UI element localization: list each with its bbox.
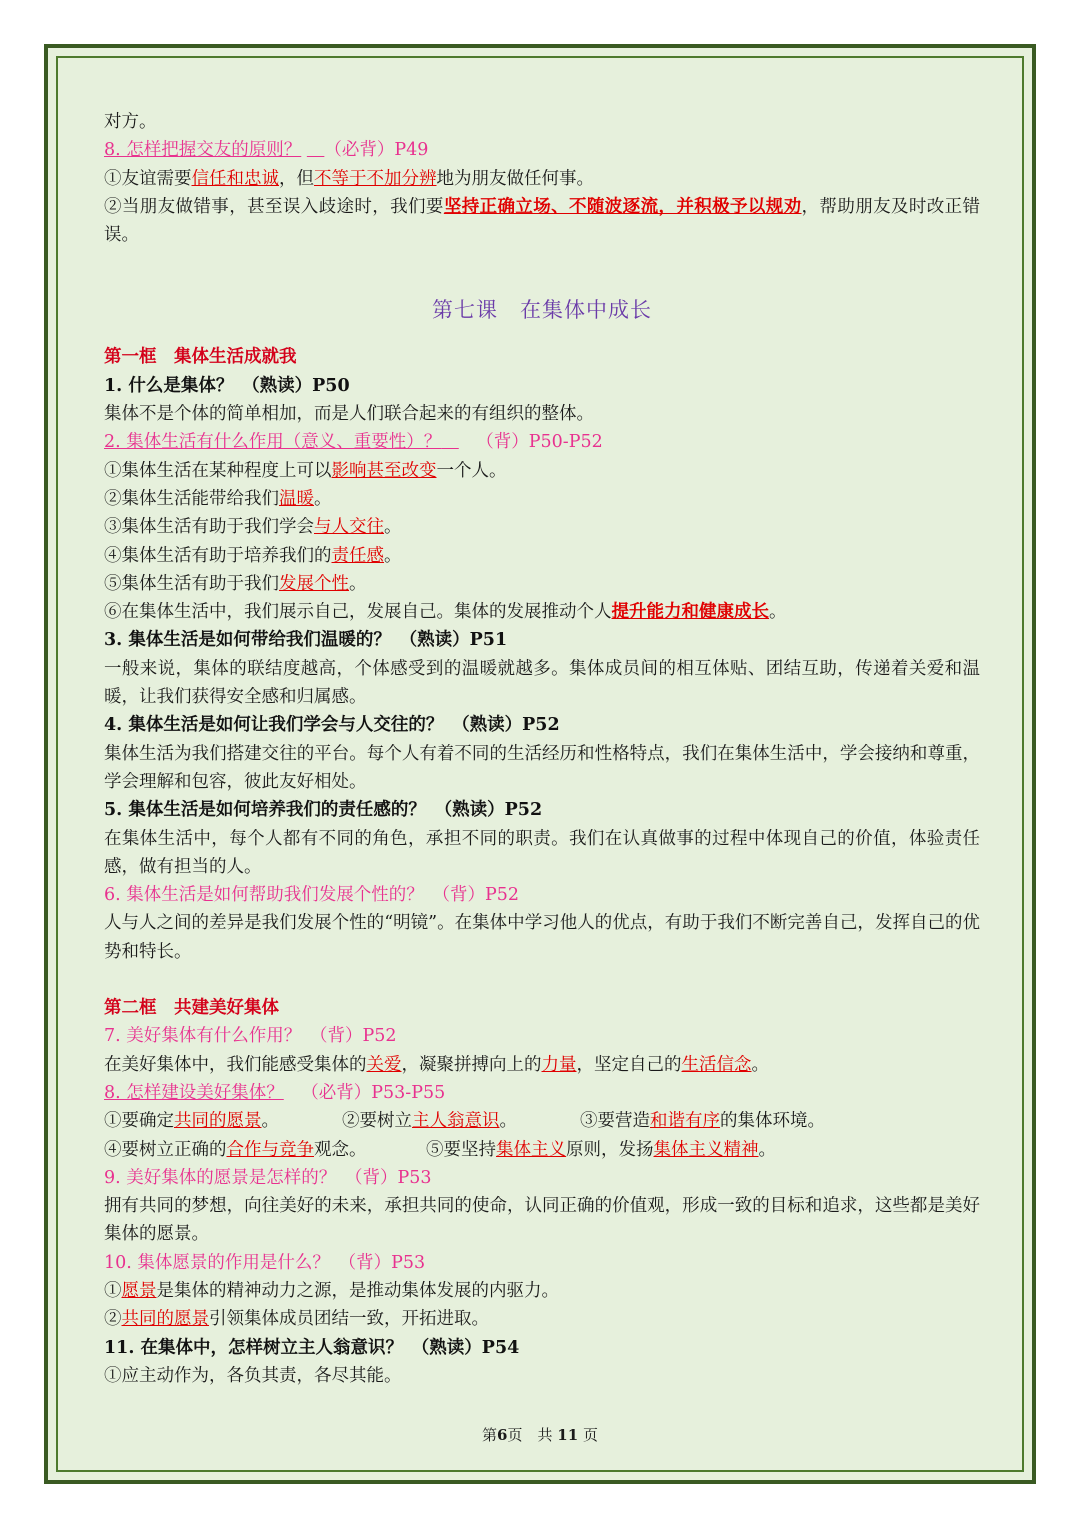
answer-1: 集体不是个体的简单相加，而是人们联合起来的有组织的整体。 xyxy=(104,404,594,425)
answer-text: ，凝聚拼搏向上的 xyxy=(401,1054,542,1075)
question-6: 6. 集体生活是如何帮助我们发展个性的？ （背）P52 xyxy=(104,885,520,906)
answer-8-1 xyxy=(104,165,980,193)
answer-text: ④集体生活有助于培养我们的 xyxy=(104,545,332,566)
keyword: 影响甚至改变 xyxy=(331,460,437,481)
answer-9: 拥有共同的梦想，向往美好的未来，承担共同的使命，认同正确的价值观，形成一致的目标和追求，这些都是美好集体的愿景。 xyxy=(104,1196,980,1245)
answer-text: 。 xyxy=(261,1111,279,1132)
answer-text: 观念。 xyxy=(314,1139,367,1160)
footer-middle: 页 共 xyxy=(507,1426,553,1444)
keyword: 集体主义精神 xyxy=(653,1139,759,1160)
answer-8-row-1 xyxy=(104,1107,980,1135)
answer-text: ②当朋友做错事，甚至误入歧途时，我们要 xyxy=(104,196,444,217)
answer-10-2 xyxy=(104,1305,980,1333)
question-8-friendship xyxy=(104,136,980,164)
answer-text: 一个人。 xyxy=(436,460,507,481)
keyword: 与人交往 xyxy=(314,517,384,538)
question-7: 7. 美好集体有什么作用？ （背）P52 xyxy=(104,1026,397,1047)
answer-2-2 xyxy=(104,485,980,513)
answer-6: 人与人之间的差异是我们发展个性的“明镜”。在集体中学习他人的优点，有助于我们不断完善自己，发挥自己的优势和特长。 xyxy=(104,913,980,962)
keyword: 发展个性 xyxy=(279,573,349,594)
answer-text: ②集体生活能带给我们 xyxy=(104,488,279,509)
keyword: 力量 xyxy=(541,1054,577,1075)
answer-text: ①友谊需要 xyxy=(104,168,192,189)
question-text: 2. 集体生活有什么作用（意义、重要性）？ xyxy=(104,432,442,453)
answer-text: ，但 xyxy=(279,168,314,189)
frame-1-title: 第一框 集体生活成就我 xyxy=(104,347,297,368)
answer-text: 。 xyxy=(769,602,787,623)
answer-text: ⑤要坚持 xyxy=(426,1139,496,1160)
answer-text: ② xyxy=(104,1309,122,1330)
question-text: 8. 怎样把握交友的原则？ xyxy=(104,140,302,161)
answer-text: 原则，发扬 xyxy=(566,1139,654,1160)
keyword: 共同的愿景 xyxy=(121,1309,209,1330)
answer-2-1 xyxy=(104,457,980,485)
answer-item xyxy=(104,1107,342,1135)
answer-11-1: ①应主动作为，各负其责，各尽其能。 xyxy=(104,1365,402,1386)
keyword: 提升能力和健康成长 xyxy=(611,602,769,623)
answer-text: ③要营造 xyxy=(580,1111,650,1132)
answer-4: 集体生活为我们搭建交往的平台。每个人有着不同的生活经历和性格特点，我们在集体生活中，学会接纳和尊重，学会理解和包容，彼此友好相处。 xyxy=(104,743,980,792)
keyword: 集体主义 xyxy=(496,1139,566,1160)
answer-5: 在集体生活中，每个人都有不同的角色，承担不同的职责。我们在认真做事的过程中体现自己的价值，体验责任感，做有担当的人。 xyxy=(104,828,980,877)
answer-text: ①要确定 xyxy=(104,1111,174,1132)
footer-suffix: 页 xyxy=(582,1426,598,1444)
answer-text: ①集体生活在某种程度上可以 xyxy=(104,460,332,481)
answer-text: 。 xyxy=(384,517,402,538)
answer-text: ⑥在集体生活中，我们展示自己，发展自己。集体的发展推动个人 xyxy=(104,602,612,623)
total-page-count: 11 xyxy=(557,1426,579,1444)
section-gap xyxy=(104,966,980,994)
answer-text: ④要树立正确的 xyxy=(104,1139,227,1160)
answer-2-6 xyxy=(104,598,980,626)
keyword: 坚持正确立场、不随波逐流，并积极予以规劝 xyxy=(443,196,802,217)
current-page-number: 6 xyxy=(497,1426,508,1444)
answer-text: 引领集体成员团结一致，开拓进取。 xyxy=(209,1309,489,1330)
answer-item xyxy=(580,1107,825,1135)
answer-7 xyxy=(104,1051,980,1079)
keyword: 合作与竞争 xyxy=(226,1139,314,1160)
answer-text: 地为朋友做任何事。 xyxy=(436,168,594,189)
answer-text: ⑤集体生活有助于我们 xyxy=(104,573,279,594)
question-3: 3. 集体生活是如何带给我们温暖的？ （熟读）P51 xyxy=(104,630,508,651)
answer-item xyxy=(342,1107,580,1135)
answer-text: 。 xyxy=(751,1054,769,1075)
keyword: 共同的愿景 xyxy=(174,1111,262,1132)
answer-2-3 xyxy=(104,513,980,541)
question-text: 8. 怎样建设美好集体？ xyxy=(104,1082,284,1103)
footer-prefix: 第 xyxy=(482,1426,498,1444)
question-4: 4. 集体生活是如何让我们学会与人交往的？ （熟读）P52 xyxy=(104,715,560,736)
keyword: 温暖 xyxy=(279,488,314,509)
answer-item xyxy=(426,1136,776,1164)
document-content xyxy=(104,108,980,1390)
answer-3: 一般来说，集体的联结度越高，个体感受到的温暖就越多。集体成员间的相互体贴、团结互助，传递着关爱和温暖，让我们获得安全感和归属感。 xyxy=(104,658,980,708)
question-10: 10. 集体愿景的作用是什么？ （背）P53 xyxy=(104,1252,426,1273)
answer-item xyxy=(104,1136,426,1164)
question-9: 9. 美好集体的愿景是怎样的？ （背）P53 xyxy=(104,1167,432,1188)
answer-8-2 xyxy=(104,193,980,250)
page-footer xyxy=(0,1424,1080,1445)
answer-text: 。 xyxy=(384,545,402,566)
answer-text: ① xyxy=(104,1280,122,1301)
keyword: 生活信念 xyxy=(681,1054,752,1075)
keyword: 主人翁意识 xyxy=(412,1111,500,1132)
question-1: 1. 什么是集体？ （熟读）P50 xyxy=(104,375,350,396)
question-5: 5. 集体生活是如何培养我们的责任感的？ （熟读）P52 xyxy=(104,800,543,821)
answer-2-5 xyxy=(104,570,980,598)
question-11: 11. 在集体中，怎样树立主人翁意识？ （熟读）P54 xyxy=(104,1337,520,1358)
answer-text: ，帮助朋友及时改正错误。 xyxy=(104,196,981,246)
answer-text: 。 xyxy=(758,1139,776,1160)
keyword: 信任和忠诚 xyxy=(191,168,279,189)
question-tag: （必背）P49 xyxy=(324,140,429,161)
keyword: 责任感 xyxy=(331,545,384,566)
answer-8-row-2 xyxy=(104,1136,980,1164)
keyword: 关爱 xyxy=(366,1054,402,1075)
keyword: 和谐有序 xyxy=(650,1111,720,1132)
lesson-title: 第七课 在集体中成长 xyxy=(432,298,652,323)
question-8-collective xyxy=(104,1079,980,1107)
answer-text: ②要树立 xyxy=(342,1111,412,1132)
answer-text: 。 xyxy=(314,488,332,509)
answer-text: 。 xyxy=(349,573,367,594)
answer-text: ，坚定自己的 xyxy=(576,1054,682,1075)
question-2 xyxy=(104,428,980,456)
continuation-text: 对方。 xyxy=(104,112,157,132)
answer-text: ③集体生活有助于我们学会 xyxy=(104,517,314,538)
answer-10-1 xyxy=(104,1277,980,1305)
keyword: 愿景 xyxy=(121,1280,157,1301)
frame-2-title: 第二框 共建美好集体 xyxy=(104,998,279,1019)
answer-text: 在美好集体中，我们能感受集体的 xyxy=(104,1054,367,1075)
answer-2-4 xyxy=(104,542,980,570)
question-tag: （必背）P53-P55 xyxy=(301,1082,446,1103)
answer-text: 是集体的精神动力之源，是推动集体发展的内驱力。 xyxy=(156,1280,559,1301)
question-tag: （背）P50-P52 xyxy=(476,432,603,453)
answer-text: 。 xyxy=(499,1111,517,1132)
keyword: 不等于不加分辨 xyxy=(314,168,437,189)
answer-text: 的集体环境。 xyxy=(720,1111,825,1132)
